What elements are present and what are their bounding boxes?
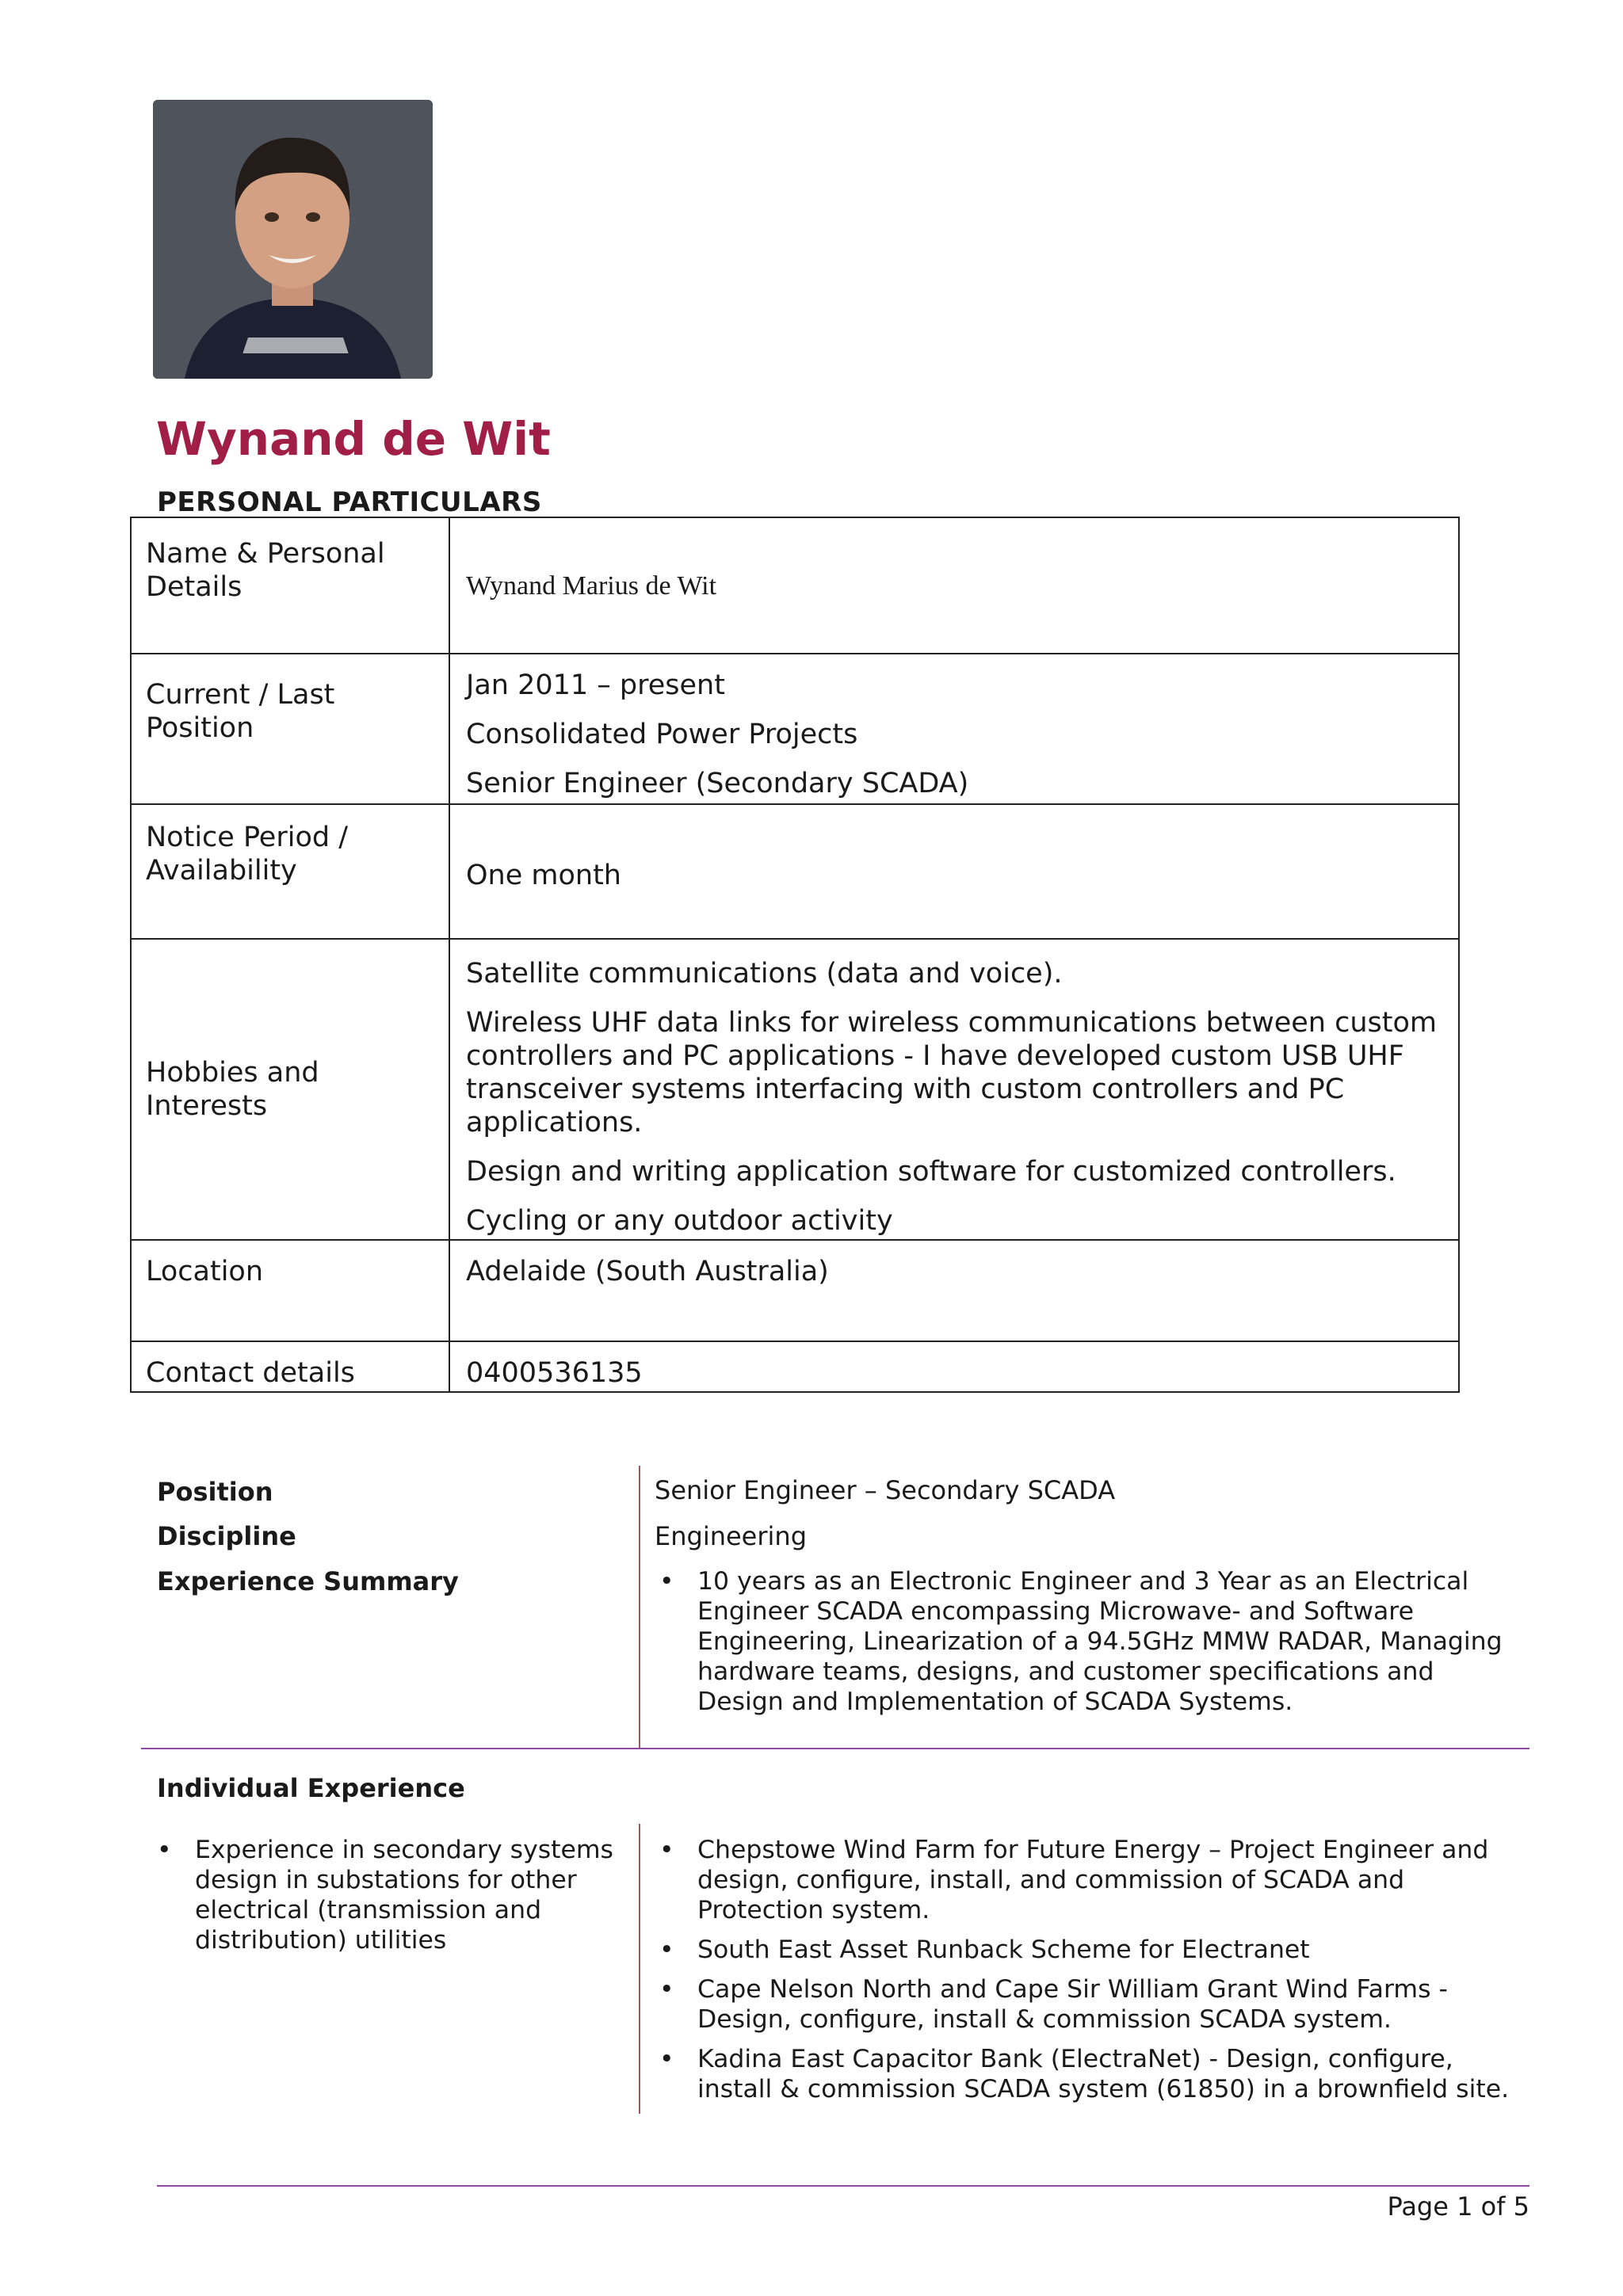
position-label-cell bbox=[131, 654, 449, 804]
position-summary-label: Position bbox=[157, 1477, 273, 1507]
contact-label: Contact details bbox=[146, 1357, 355, 1389]
portrait-image bbox=[153, 100, 433, 379]
individual-right-list bbox=[658, 1835, 1529, 2114]
table-row bbox=[131, 654, 1459, 804]
hobbies-label: Hobbies and Interests bbox=[146, 1057, 319, 1122]
experience-summary-label: Experience Summary bbox=[157, 1566, 459, 1596]
contact-value: 0400536135 bbox=[466, 1357, 643, 1389]
notice-label-cell bbox=[131, 804, 449, 939]
contact-label-cell bbox=[131, 1341, 449, 1392]
list-item: • Experience in secondary systems design in substations for other electrical (transmission and distribution) utilities bbox=[155, 1835, 623, 1955]
location-label: Location bbox=[146, 1256, 264, 1287]
personal-particulars-table bbox=[130, 517, 1460, 1393]
page-number: Page 1 of 5 bbox=[1387, 2191, 1529, 2222]
hobby-item: Cycling or any outdoor activity bbox=[466, 1205, 893, 1237]
position-title: Senior Engineer (Secondary SCADA) bbox=[466, 768, 969, 799]
profile-photo bbox=[153, 100, 433, 379]
footer-divider bbox=[157, 2185, 1529, 2187]
position-dates: Jan 2011 – present bbox=[466, 669, 725, 701]
location-value-cell bbox=[449, 1240, 1459, 1341]
summary-vertical-divider bbox=[639, 1466, 640, 1749]
notice-label: Notice Period / Availability bbox=[146, 822, 348, 887]
individual-experience-heading: Individual Experience bbox=[157, 1773, 465, 1803]
hobbies-value-cell bbox=[449, 939, 1459, 1240]
position-summary-value: Senior Engineer – Secondary SCADA bbox=[655, 1475, 1116, 1505]
position-value-cell bbox=[449, 654, 1459, 804]
full-name-value: Wynand Marius de Wit bbox=[466, 571, 717, 601]
contact-value-cell bbox=[449, 1341, 1459, 1392]
list-item: • South East Asset Runback Scheme for Electranet bbox=[658, 1935, 1529, 1965]
experience-summary-list bbox=[658, 1566, 1514, 1726]
discipline-label: Discipline bbox=[157, 1521, 296, 1551]
personal-particulars-heading: PERSONAL PARTICULARS bbox=[157, 486, 542, 518]
table-row bbox=[131, 939, 1459, 1240]
position-company: Consolidated Power Projects bbox=[466, 719, 858, 750]
hobby-item: Design and writing application software for customized controllers. bbox=[466, 1156, 1396, 1188]
list-item: • Chepstowe Wind Farm for Future Energy – Project Engineer and design, configure, install, and commission of SCADA and Protection system. bbox=[658, 1835, 1529, 1925]
list-item: • Kadina East Capacitor Bank (ElectraNet) - Design, configure, install & commission SCADA system (61850) in a brownfield site. bbox=[658, 2044, 1529, 2104]
section-divider bbox=[141, 1748, 1529, 1749]
location-label-cell bbox=[131, 1240, 449, 1341]
individual-left-list bbox=[155, 1835, 623, 1965]
table-row bbox=[131, 1341, 1459, 1392]
name-label-cell bbox=[131, 517, 449, 654]
notice-value: One month bbox=[466, 860, 621, 891]
hobby-item: Satellite communications (data and voice). bbox=[466, 958, 1063, 990]
table-row bbox=[131, 517, 1459, 654]
list-item: • 10 years as an Electronic Engineer and 3 Year as an Electrical Engineer SCADA encompassing Microwave- and Software Engineering, Linearization of a 94.5GHz MMW RADAR, Managing hardware teams, designs, and customer specifications and Design and Implementation of SCADA Systems. bbox=[658, 1566, 1514, 1717]
list-item: • Cape Nelson North and Cape Sir William Grant Wind Farms - Design, configure, install & commission SCADA system. bbox=[658, 1974, 1529, 2035]
table-row bbox=[131, 804, 1459, 939]
discipline-value: Engineering bbox=[655, 1521, 807, 1551]
hobbies-label-cell bbox=[131, 939, 449, 1240]
notice-value-cell bbox=[449, 804, 1459, 939]
experience-vertical-divider bbox=[639, 1824, 640, 2114]
name-label: Name & Personal Details bbox=[146, 538, 385, 603]
hobby-item: Wireless UHF data links for wireless communications between custom controllers and PC applications - I have developed custom USB UHF transceiver systems interfacing with custom controllers and PC applications. bbox=[466, 1007, 1437, 1138]
position-label: Current / Last Position bbox=[146, 679, 335, 744]
location-value: Adelaide (South Australia) bbox=[466, 1256, 829, 1287]
table-row bbox=[131, 1240, 1459, 1341]
candidate-name: Wynand de Wit bbox=[156, 412, 551, 466]
name-value-cell bbox=[449, 517, 1459, 654]
